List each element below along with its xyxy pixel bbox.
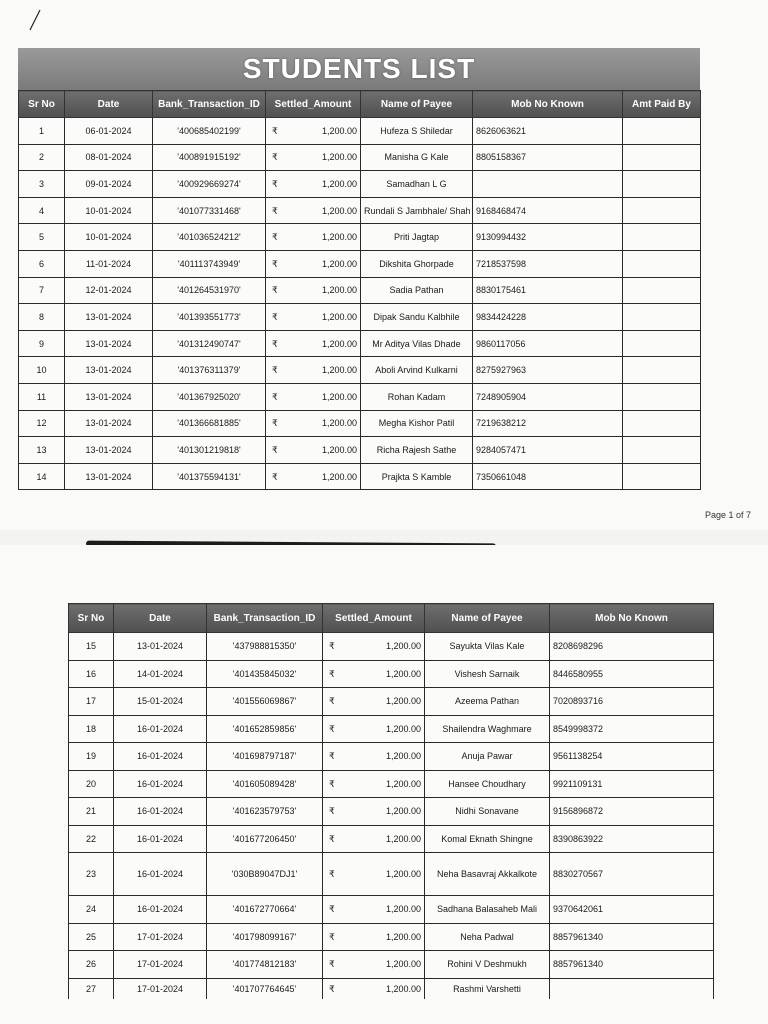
- table-row: [19, 437, 701, 464]
- cell-transaction-id: '401672770664': [207, 896, 323, 924]
- cell-mobile: 8275927963: [473, 357, 623, 384]
- rupee-symbol: ₹: [272, 471, 278, 482]
- cell-settled-amount: [266, 250, 361, 277]
- cell-mobile: 9370642061: [550, 896, 714, 924]
- cell-payee: Megha Kishor Patil: [361, 410, 473, 437]
- table-row: [19, 383, 701, 410]
- cell-date: 13-01-2024: [65, 330, 153, 357]
- cell-settled-amount: [266, 224, 361, 251]
- students-table-page-1: [18, 90, 701, 490]
- table-row: [69, 798, 714, 826]
- cell-date: 16-01-2024: [114, 743, 207, 771]
- cell-sr-no: 11: [19, 383, 65, 410]
- cell-payee: Samadhan L G: [361, 171, 473, 198]
- cell-mobile: 9561138254: [550, 743, 714, 771]
- cell-sr-no: 5: [19, 224, 65, 251]
- col-header-settled-amount: Settled_Amount: [323, 604, 425, 633]
- cell-transaction-id: '401774812183': [207, 951, 323, 979]
- cell-sr-no: 6: [19, 250, 65, 277]
- cell-amt-paid-by: [623, 410, 701, 437]
- rupee-symbol: ₹: [329, 833, 335, 844]
- rupee-symbol: ₹: [272, 365, 278, 376]
- cell-amt-paid-by: [623, 250, 701, 277]
- pen-stroke-mark: [28, 8, 42, 32]
- cell-payee: Priti Jagtap: [361, 224, 473, 251]
- cell-date: 13-01-2024: [114, 633, 207, 661]
- cell-transaction-id: '401623579753': [207, 798, 323, 826]
- amount-value: 1,200.00: [321, 365, 357, 376]
- cell-mobile: 8857961340: [550, 951, 714, 979]
- cell-transaction-id: '030B89047DJ1': [207, 853, 323, 896]
- page-title: STUDENTS LIST: [242, 53, 476, 84]
- cell-transaction-id: '401605089428': [207, 770, 323, 798]
- rupee-symbol: ₹: [272, 258, 278, 269]
- cell-mobile: 7350661048: [473, 463, 623, 490]
- col-header-settled-amount: Settled_Amount: [266, 91, 361, 118]
- col-header-sr-no: Sr No: [69, 604, 114, 633]
- cell-mobile: 8208698296: [550, 633, 714, 661]
- table-row: [69, 715, 714, 743]
- rupee-symbol: ₹: [272, 125, 278, 136]
- amount-value: 1,200.00: [385, 751, 421, 762]
- cell-payee: Shailendra Waghmare: [425, 715, 550, 743]
- rupee-symbol: ₹: [329, 931, 335, 942]
- cell-sr-no: 3: [19, 171, 65, 198]
- table-header-row: [69, 604, 714, 633]
- cell-settled-amount: [323, 798, 425, 826]
- cell-mobile: 7219638212: [473, 410, 623, 437]
- cell-settled-amount: [266, 144, 361, 171]
- cell-settled-amount: [266, 383, 361, 410]
- cell-sr-no: 9: [19, 330, 65, 357]
- col-header-transaction-id: Bank_Transaction_ID: [153, 91, 266, 118]
- cell-settled-amount: [323, 770, 425, 798]
- table-row: [19, 171, 701, 198]
- amount-value: 1,200.00: [321, 418, 357, 429]
- col-header-payee: Name of Payee: [361, 91, 473, 118]
- cell-settled-amount: [323, 978, 425, 999]
- amount-value: 1,200.00: [385, 668, 421, 679]
- cell-date: 14-01-2024: [114, 660, 207, 688]
- cell-sr-no: 19: [69, 743, 114, 771]
- cell-amt-paid-by: [623, 383, 701, 410]
- table-row: [69, 853, 714, 896]
- cell-settled-amount: [266, 357, 361, 384]
- cell-sr-no: 2: [19, 144, 65, 171]
- cell-payee: Sayukta Vilas Kale: [425, 633, 550, 661]
- cell-payee: Sadia Pathan: [361, 277, 473, 304]
- amount-value: 1,200.00: [385, 959, 421, 970]
- col-header-transaction-id: Bank_Transaction_ID: [207, 604, 323, 633]
- cell-mobile: 8805158367: [473, 144, 623, 171]
- cell-transaction-id: '401798099167': [207, 923, 323, 951]
- cell-amt-paid-by: [623, 437, 701, 464]
- cell-settled-amount: [266, 171, 361, 198]
- cell-date: 13-01-2024: [65, 437, 153, 464]
- table-row: [19, 250, 701, 277]
- cell-mobile: 8830175461: [473, 277, 623, 304]
- rupee-symbol: ₹: [329, 904, 335, 915]
- cell-settled-amount: [266, 304, 361, 331]
- table-row: [69, 896, 714, 924]
- amount-value: 1,200.00: [385, 869, 421, 879]
- rupee-symbol: ₹: [329, 751, 335, 762]
- table-row: [19, 357, 701, 384]
- cell-date: 16-01-2024: [114, 798, 207, 826]
- cell-payee: Dipak Sandu Kalbhile: [361, 304, 473, 331]
- cell-settled-amount: [323, 688, 425, 716]
- amount-value: 1,200.00: [385, 806, 421, 817]
- rupee-symbol: ₹: [272, 444, 278, 455]
- cell-mobile: 7248905904: [473, 383, 623, 410]
- cell-payee: Dikshita Ghorpade: [361, 250, 473, 277]
- cell-transaction-id: '401376311379': [153, 357, 266, 384]
- amount-value: 1,200.00: [321, 178, 357, 189]
- cell-payee: Rashmi Varshetti: [425, 978, 550, 999]
- table-row: [19, 118, 701, 145]
- cell-payee: Hufeza S Shiledar: [361, 118, 473, 145]
- cell-mobile: 9860117056: [473, 330, 623, 357]
- rupee-symbol: ₹: [329, 641, 335, 652]
- cell-transaction-id: '401375594131': [153, 463, 266, 490]
- cell-mobile: 8446580955: [550, 660, 714, 688]
- rupee-symbol: ₹: [272, 285, 278, 296]
- table-row: [69, 825, 714, 853]
- cell-date: 13-01-2024: [65, 410, 153, 437]
- cell-sr-no: 27: [69, 978, 114, 999]
- table-header-row: [19, 91, 701, 118]
- students-table-page-2: [68, 603, 714, 999]
- cell-sr-no: 14: [19, 463, 65, 490]
- cell-payee: Vishesh Sarnaik: [425, 660, 550, 688]
- cell-date: 12-01-2024: [65, 277, 153, 304]
- table-row: [19, 224, 701, 251]
- cell-mobile: 8830270567: [550, 853, 714, 896]
- cell-amt-paid-by: [623, 171, 701, 198]
- amount-value: 1,200.00: [321, 311, 357, 322]
- amount-value: 1,200.00: [321, 338, 357, 349]
- cell-date: 11-01-2024: [65, 250, 153, 277]
- table-row: [19, 277, 701, 304]
- amount-value: 1,200.00: [321, 258, 357, 269]
- page-number: Page 1 of 7: [705, 510, 752, 520]
- rupee-symbol: ₹: [272, 338, 278, 349]
- rupee-symbol: ₹: [329, 806, 335, 817]
- cell-mobile: 8857961340: [550, 923, 714, 951]
- cell-settled-amount: [323, 633, 425, 661]
- cell-transaction-id: '401393551773': [153, 304, 266, 331]
- cell-date: 13-01-2024: [65, 383, 153, 410]
- cell-date: 08-01-2024: [65, 144, 153, 171]
- cell-payee: Neha Padwal: [425, 923, 550, 951]
- cell-amt-paid-by: [623, 118, 701, 145]
- cell-transaction-id: '401556069867': [207, 688, 323, 716]
- cell-sr-no: 23: [69, 853, 114, 896]
- cell-payee: Komal Eknath Shingne: [425, 825, 550, 853]
- col-header-amt-paid-by: Amt Paid By: [623, 91, 701, 118]
- table-row: [19, 463, 701, 490]
- cell-date: 16-01-2024: [114, 715, 207, 743]
- table-row: [19, 410, 701, 437]
- cell-sr-no: 12: [19, 410, 65, 437]
- amount-value: 1,200.00: [385, 904, 421, 915]
- table-body-page-1: [19, 118, 701, 490]
- cell-sr-no: 18: [69, 715, 114, 743]
- cell-date: 16-01-2024: [114, 770, 207, 798]
- amount-value: 1,200.00: [321, 205, 357, 216]
- cell-sr-no: 7: [19, 277, 65, 304]
- cell-payee: Mr Aditya Vilas Dhade: [361, 330, 473, 357]
- cell-settled-amount: [266, 410, 361, 437]
- rupee-symbol: ₹: [329, 983, 335, 994]
- col-header-mobile: Mob No Known: [473, 91, 623, 118]
- cell-payee: Rohan Kadam: [361, 383, 473, 410]
- cell-date: 13-01-2024: [65, 357, 153, 384]
- cell-mobile: 9834424228: [473, 304, 623, 331]
- cell-payee: Rohini V Deshmukh: [425, 951, 550, 979]
- table-row: [69, 688, 714, 716]
- cell-amt-paid-by: [623, 357, 701, 384]
- cell-payee: Aboli Arvind Kulkarni: [361, 357, 473, 384]
- cell-settled-amount: [323, 896, 425, 924]
- cell-date: 16-01-2024: [114, 896, 207, 924]
- cell-settled-amount: [323, 923, 425, 951]
- cell-transaction-id: '401077331468': [153, 197, 266, 224]
- amount-value: 1,200.00: [321, 125, 357, 136]
- amount-value: 1,200.00: [385, 696, 421, 707]
- cell-sr-no: 21: [69, 798, 114, 826]
- cell-transaction-id: '401366681885': [153, 410, 266, 437]
- title-banner: [18, 48, 700, 90]
- cell-sr-no: 20: [69, 770, 114, 798]
- cell-date: 17-01-2024: [114, 978, 207, 999]
- table-row: [19, 304, 701, 331]
- table-row: [19, 144, 701, 171]
- rupee-symbol: ₹: [329, 723, 335, 734]
- cell-date: 15-01-2024: [114, 688, 207, 716]
- cell-transaction-id: '401652859856': [207, 715, 323, 743]
- rupee-symbol: ₹: [272, 391, 278, 402]
- table-row: [69, 743, 714, 771]
- cell-transaction-id: '400929669274': [153, 171, 266, 198]
- cell-sr-no: 22: [69, 825, 114, 853]
- cell-sr-no: 16: [69, 660, 114, 688]
- cell-transaction-id: '401312490747': [153, 330, 266, 357]
- cell-transaction-id: '400685402199': [153, 118, 266, 145]
- amount-value: 1,200.00: [385, 983, 421, 994]
- col-header-date: Date: [114, 604, 207, 633]
- cell-settled-amount: [266, 463, 361, 490]
- cell-sr-no: 24: [69, 896, 114, 924]
- cell-settled-amount: [266, 197, 361, 224]
- cell-transaction-id: '400891915192': [153, 144, 266, 171]
- cell-date: 17-01-2024: [114, 951, 207, 979]
- rupee-symbol: ₹: [329, 696, 335, 707]
- amount-value: 1,200.00: [385, 723, 421, 734]
- cell-transaction-id: '401435845032': [207, 660, 323, 688]
- cell-amt-paid-by: [623, 463, 701, 490]
- col-header-payee: Name of Payee: [425, 604, 550, 633]
- rupee-symbol: ₹: [272, 418, 278, 429]
- cell-mobile: 8549998372: [550, 715, 714, 743]
- cell-amt-paid-by: [623, 277, 701, 304]
- cell-mobile: 9284057471: [473, 437, 623, 464]
- table-row: [69, 660, 714, 688]
- rupee-symbol: ₹: [329, 869, 335, 879]
- cell-transaction-id: '401036524212': [153, 224, 266, 251]
- rupee-symbol: ₹: [329, 668, 335, 679]
- col-header-date: Date: [65, 91, 153, 118]
- cell-settled-amount: [323, 853, 425, 896]
- table-row: [69, 770, 714, 798]
- amount-value: 1,200.00: [385, 641, 421, 652]
- cell-sr-no: 17: [69, 688, 114, 716]
- cell-sr-no: 15: [69, 633, 114, 661]
- table-body-page-2: [69, 633, 714, 999]
- cell-date: 16-01-2024: [114, 853, 207, 896]
- amount-value: 1,200.00: [321, 391, 357, 402]
- cell-settled-amount: [323, 825, 425, 853]
- cell-amt-paid-by: [623, 144, 701, 171]
- amount-value: 1,200.00: [385, 778, 421, 789]
- table-row: [69, 978, 714, 999]
- cell-sr-no: 13: [19, 437, 65, 464]
- cell-settled-amount: [323, 715, 425, 743]
- cell-sr-no: 1: [19, 118, 65, 145]
- table-row: [69, 633, 714, 661]
- cell-payee: Hansee Choudhary: [425, 770, 550, 798]
- col-header-sr-no: Sr No: [19, 91, 65, 118]
- table-row: [69, 951, 714, 979]
- cell-settled-amount: [323, 743, 425, 771]
- cell-date: 13-01-2024: [65, 304, 153, 331]
- table-row: [69, 923, 714, 951]
- rupee-symbol: ₹: [272, 311, 278, 322]
- cell-mobile: 9921109131: [550, 770, 714, 798]
- cell-date: 06-01-2024: [65, 118, 153, 145]
- cell-date: 13-01-2024: [65, 463, 153, 490]
- rupee-symbol: ₹: [272, 178, 278, 189]
- cell-date: 10-01-2024: [65, 224, 153, 251]
- cell-mobile: [473, 171, 623, 198]
- rupee-symbol: ₹: [272, 152, 278, 163]
- cell-payee: Azeema Pathan: [425, 688, 550, 716]
- amount-value: 1,200.00: [321, 232, 357, 243]
- amount-value: 1,200.00: [321, 471, 357, 482]
- cell-transaction-id: '401264531970': [153, 277, 266, 304]
- cell-transaction-id: '437988815350': [207, 633, 323, 661]
- cell-mobile: 9156896872: [550, 798, 714, 826]
- table-row: [19, 330, 701, 357]
- cell-sr-no: 25: [69, 923, 114, 951]
- cell-mobile: 8390863922: [550, 825, 714, 853]
- cell-settled-amount: [266, 437, 361, 464]
- amount-value: 1,200.00: [321, 444, 357, 455]
- cell-amt-paid-by: [623, 304, 701, 331]
- cell-amt-paid-by: [623, 197, 701, 224]
- rupee-symbol: ₹: [272, 232, 278, 243]
- cell-sr-no: 8: [19, 304, 65, 331]
- cell-sr-no: 26: [69, 951, 114, 979]
- cell-sr-no: 4: [19, 197, 65, 224]
- cell-transaction-id: '401707764645': [207, 978, 323, 999]
- cell-settled-amount: [323, 660, 425, 688]
- cell-settled-amount: [323, 951, 425, 979]
- amount-value: 1,200.00: [385, 833, 421, 844]
- cell-payee: Nidhi Sonavane: [425, 798, 550, 826]
- cell-settled-amount: [266, 330, 361, 357]
- cell-date: 17-01-2024: [114, 923, 207, 951]
- cell-mobile: 9168468474: [473, 197, 623, 224]
- cell-amt-paid-by: [623, 224, 701, 251]
- rupee-symbol: ₹: [272, 205, 278, 216]
- cell-payee: Rundali S Jambhale/ Shah: [361, 197, 473, 224]
- cell-date: 10-01-2024: [65, 197, 153, 224]
- cell-transaction-id: '401113743949': [153, 250, 266, 277]
- cell-mobile: [550, 978, 714, 999]
- cell-sr-no: 10: [19, 357, 65, 384]
- cell-mobile: 7020893716: [550, 688, 714, 716]
- table-row: [19, 197, 701, 224]
- cell-mobile: 7218537598: [473, 250, 623, 277]
- cell-payee: Neha Basavraj Akkalkote: [425, 853, 550, 896]
- cell-transaction-id: '401301219818': [153, 437, 266, 464]
- cell-settled-amount: [266, 118, 361, 145]
- amount-value: 1,200.00: [385, 931, 421, 942]
- cell-transaction-id: '401698797187': [207, 743, 323, 771]
- cell-transaction-id: '401367925020': [153, 383, 266, 410]
- amount-value: 1,200.00: [321, 152, 357, 163]
- cell-transaction-id: '401677206450': [207, 825, 323, 853]
- cell-mobile: 9130994432: [473, 224, 623, 251]
- cell-payee: Anuja Pawar: [425, 743, 550, 771]
- cell-settled-amount: [266, 277, 361, 304]
- rupee-symbol: ₹: [329, 778, 335, 789]
- col-header-mobile: Mob No Known: [550, 604, 714, 633]
- cell-date: 16-01-2024: [114, 825, 207, 853]
- rupee-symbol: ₹: [329, 959, 335, 970]
- cell-date: 09-01-2024: [65, 171, 153, 198]
- cell-mobile: 8626063621: [473, 118, 623, 145]
- cell-payee: Prajkta S Kamble: [361, 463, 473, 490]
- cell-payee: Sadhana Balasaheb Mali: [425, 896, 550, 924]
- amount-value: 1,200.00: [321, 285, 357, 296]
- cell-payee: Richa Rajesh Sathe: [361, 437, 473, 464]
- cell-amt-paid-by: [623, 330, 701, 357]
- cell-payee: Manisha G Kale: [361, 144, 473, 171]
